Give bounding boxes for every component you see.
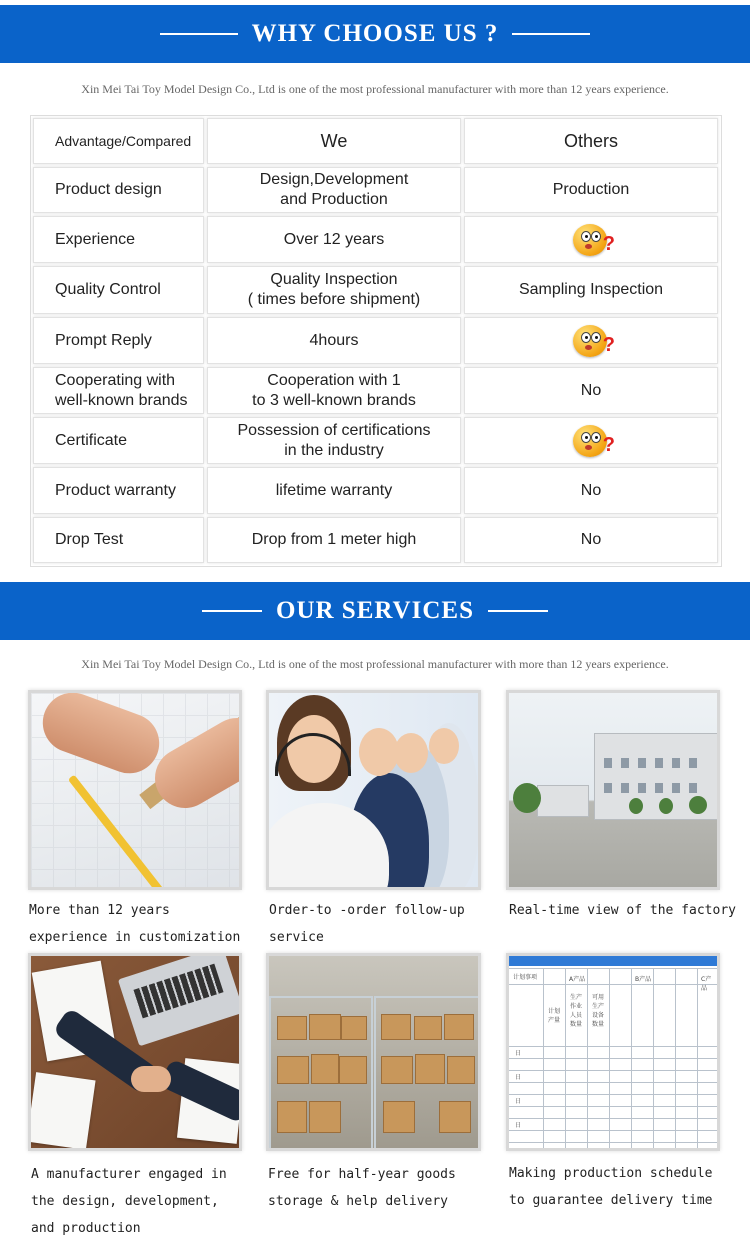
table-row-label: Cooperating with well-known brands: [33, 367, 204, 414]
table-row-label: Prompt Reply: [33, 317, 204, 364]
table-row-we: Quality Inspection ( times before shipment): [207, 266, 461, 314]
services-intro-text: Xin Mei Tai Toy Model Design Co., Ltd is one of the most professional manufacturer with more than 12 years experience.: [81, 657, 669, 671]
sheet-row-label: 日: [515, 1074, 522, 1081]
sheet-group-label: A产品: [569, 976, 586, 983]
table-row-others: Sampling Inspection: [464, 266, 718, 314]
banner-line-right: [512, 33, 590, 35]
table-row-others: No: [464, 467, 718, 514]
table-row-we: Possession of certifications in the industry: [207, 417, 461, 464]
table-row-label: Quality Control: [33, 266, 204, 314]
table-row-we: Cooperation with 1 to 3 well-known brands: [207, 367, 461, 414]
table-row-label: Product design: [33, 167, 204, 213]
table-row-others: [464, 317, 718, 364]
sheet-sub-label: 计划 产量: [548, 1008, 561, 1024]
sheet-row-label: 日: [515, 1122, 522, 1129]
confused-emoji-icon: ?: [571, 321, 611, 361]
sheet-sub-label: 可用 生产 设备 数量: [592, 994, 605, 1028]
table-row-others: [464, 417, 718, 464]
sheet-group-label: C产品: [701, 976, 712, 992]
table-row-others: [464, 216, 718, 263]
table-row-others: Production: [464, 167, 718, 213]
sheet-row-label: 日: [515, 1098, 522, 1105]
sheet-group-label: B产品: [635, 976, 652, 983]
service-photo-warehouse: [266, 953, 481, 1151]
banner-line-left: [160, 33, 238, 35]
service-photo-handshake: [28, 953, 242, 1151]
service-caption: Real-time view of the factory: [509, 903, 736, 918]
table-row-others: No: [464, 367, 718, 414]
table-row-label: Certificate: [33, 417, 204, 464]
table-header-we: We: [207, 118, 461, 164]
table-row-we: Drop from 1 meter high: [207, 517, 461, 563]
service-caption: A manufacturer engaged in the design, development, and production: [31, 1167, 227, 1236]
sheet-corner-label: 计划事项: [513, 974, 538, 981]
table-row-label: Product warranty: [33, 467, 204, 514]
service-caption: More than 12 years experience in customization: [29, 903, 241, 945]
comparison-table: [30, 115, 722, 567]
table-header-advantage: Advantage/Compared: [33, 118, 204, 164]
table-row-we: lifetime warranty: [207, 467, 461, 514]
service-caption: Making production schedule to guarantee delivery time: [509, 1166, 713, 1208]
table-row-label: Experience: [33, 216, 204, 263]
service-caption: Free for half-year goods storage & help delivery: [268, 1167, 456, 1209]
our-services-title: OUR SERVICES: [276, 597, 474, 624]
service-photo-factory: [506, 690, 720, 890]
why-choose-us-title: WHY CHOOSE US ?: [251, 20, 499, 47]
table-row-we: 4hours: [207, 317, 461, 364]
service-photo-schedule-sheet: [506, 953, 720, 1151]
sheet-sub-label: 生产 作业 人员 数量: [570, 994, 583, 1028]
table-header-others: Others: [464, 118, 718, 164]
confused-emoji-icon: ?: [571, 220, 611, 260]
why-intro-text: Xin Mei Tai Toy Model Design Co., Ltd is one of the most professional manufacturer with more than 12 years experience.: [81, 82, 669, 96]
sheet-row-label: 日: [515, 1050, 522, 1057]
confused-emoji-icon: ?: [571, 421, 611, 461]
why-choose-us-banner: [0, 5, 750, 63]
table-row-we: Design,Development and Production: [207, 167, 461, 213]
banner-line-left: [202, 610, 262, 612]
service-caption: Order-to -order follow-up service: [269, 903, 465, 945]
banner-line-right: [488, 610, 548, 612]
table-row-label: Drop Test: [33, 517, 204, 563]
table-row-we: Over 12 years: [207, 216, 461, 263]
service-photo-call-center: [266, 690, 481, 890]
our-services-banner: [0, 582, 750, 640]
table-row-others: No: [464, 517, 718, 563]
service-photo-drafting: [28, 690, 242, 890]
